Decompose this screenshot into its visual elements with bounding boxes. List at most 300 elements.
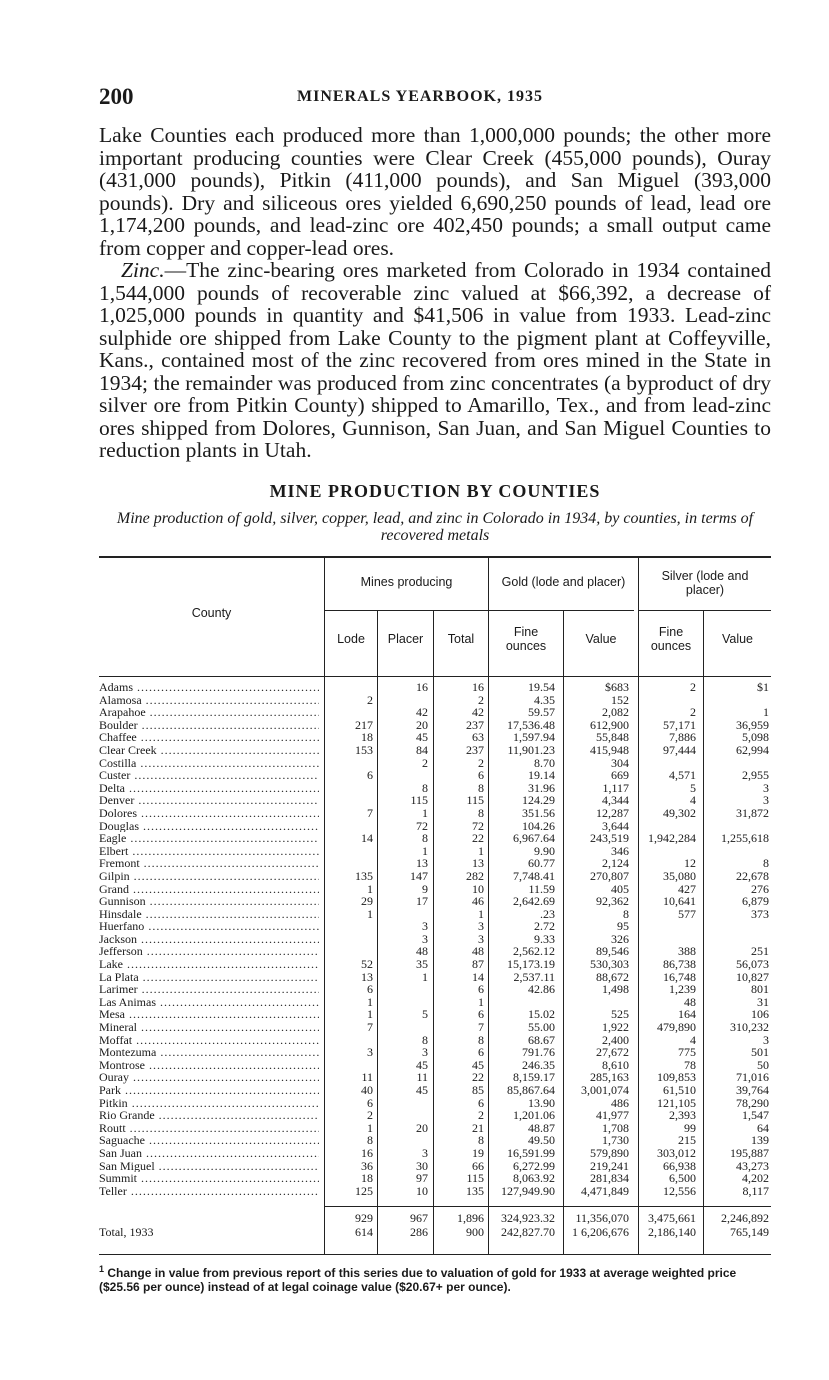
table-row (99, 1034, 771, 1047)
cell-placer: 1 (422, 843, 428, 858)
cell-lode: 929 (355, 1211, 373, 1225)
cell-placer: 1 (422, 805, 428, 820)
cell-silver-fine-ounces: 7,886 (669, 730, 696, 745)
cell-gold-value: 304 (611, 755, 629, 770)
cell-gold-fine-ounces: 19.54 (528, 680, 555, 694)
cell-lode: 16 (361, 1145, 373, 1160)
cell-total: 1 (478, 843, 484, 858)
cell-silver-value: 6,879 (742, 894, 769, 909)
cell-gold-value: 219,241 (590, 1158, 629, 1173)
cell-silver-value: 3 (763, 793, 769, 808)
cell-gold-value: 152 (611, 692, 629, 707)
cell-silver-fine-ounces: 35,080 (663, 868, 696, 883)
cell-silver-value: 31,872 (736, 805, 769, 820)
table-row (99, 1122, 771, 1135)
cell-gold-fine-ounces: 127,949.90 (501, 1183, 555, 1198)
cell-gold-value: 415,948 (590, 742, 629, 757)
cell-silver-fine-ounces: 4 (690, 793, 696, 808)
cell-silver-fine-ounces: 3,475,661 (648, 1211, 696, 1225)
cell-silver-value: 22,678 (736, 868, 769, 883)
table-bottom-rule (99, 1254, 771, 1255)
cell-silver-fine-ounces: 61,510 (663, 1083, 696, 1097)
cell-total: 45 (472, 1057, 484, 1072)
cell-placer: 72 (416, 818, 428, 833)
cell-total: 1 (478, 906, 484, 921)
footnote (99, 1262, 771, 1294)
table-row (99, 681, 771, 694)
cell-silver-value: 310,232 (730, 1020, 769, 1035)
cell-placer: 11 (416, 1070, 428, 1085)
cell-county-name: Douglas ..... (99, 820, 319, 833)
cell-total: 42 (472, 705, 484, 720)
cell-county-name: Moffat ..... (99, 1034, 319, 1047)
cell-lode: 11 (361, 1070, 373, 1085)
cell-total: 66 (472, 1158, 484, 1173)
cell-total: 6 (478, 768, 484, 783)
cell-county-name: Teller ..... (99, 1185, 319, 1198)
page-header (99, 84, 771, 112)
cell-county-name: Park ..... (99, 1084, 319, 1097)
cell-gold-value: 1,708 (602, 1120, 629, 1135)
cell-gold-value: 89,546 (596, 944, 629, 959)
footnote-text: Change in value from previous report of this series due to valuation of gold for 1933 at average weighted price ($25.56 per ounce) instead of at legal coinage value ($20.67+ per ounce). (99, 1266, 737, 1294)
cell-gold-value: 55,848 (596, 730, 629, 745)
cell-lode: 135 (355, 868, 373, 883)
cell-silver-value: 2,955 (742, 768, 769, 783)
cell-gold-value: 326 (611, 931, 629, 946)
header-silver-value: Value (721, 632, 754, 646)
cell-lode: 14 (361, 831, 373, 846)
table-caption: Mine production of gold, silver, copper, lead, and zinc in Colorado in 1934, by counties, in terms of recovered metals (116, 510, 754, 544)
cell-lode: 1 (367, 906, 373, 921)
table-row (99, 694, 771, 707)
cell-gold-fine-ounces: 68.67 (528, 1032, 555, 1047)
table-row (99, 1185, 771, 1198)
cell-total: 8 (478, 1032, 484, 1047)
cell-total: 3 (478, 919, 484, 934)
cell-placer: 8 (422, 831, 428, 846)
cell-silver-fine-ounces: 78 (684, 1057, 696, 1072)
cell-placer: 97 (416, 1171, 428, 1186)
cell-gold-fine-ounces: 1,597.94 (513, 730, 555, 745)
cell-silver-value: 195,887 (730, 1145, 769, 1160)
cell-county-name: Gunnison ..... (99, 895, 319, 908)
cell-silver-value: 801 (751, 982, 769, 997)
cell-total: 8 (478, 1133, 484, 1148)
cell-total: 6 (478, 1007, 484, 1022)
cell-total: 237 (466, 717, 484, 732)
cell-lode: 153 (355, 742, 373, 757)
cell-silver-value: 36,959 (736, 717, 769, 732)
cell-total: 22 (472, 1070, 484, 1085)
header-lode: Lode (337, 632, 365, 646)
cell-silver-fine-ounces: 215 (678, 1133, 696, 1148)
cell-placer: 5 (422, 1007, 428, 1022)
cell-lode: 1 (367, 881, 373, 896)
cell-placer: 1 (422, 969, 428, 984)
table-row (99, 807, 771, 820)
cell-silver-fine-ounces: 4,571 (669, 768, 696, 783)
cell-county-name: Denver ..... (99, 794, 319, 807)
cell-gold-value: 3,644 (602, 818, 629, 833)
cell-gold-fine-ounces: 4.35 (534, 692, 555, 707)
cell-lode: 614 (355, 1224, 373, 1239)
cell-county-name: Rio Grande ..... (99, 1109, 319, 1122)
cell-gold-value: 95 (617, 919, 629, 934)
cell-lode: 7 (367, 1020, 373, 1035)
cell-silver-fine-ounces: 66,938 (663, 1158, 696, 1173)
cell-gold-fine-ounces: 19.14 (528, 768, 555, 783)
cell-gold-value: 669 (611, 768, 629, 783)
cell-county-name: Routt ..... (99, 1122, 319, 1135)
table-totals (99, 1212, 771, 1239)
table-row (99, 1109, 771, 1122)
cell-gold-fine-ounces: 104.26 (522, 818, 555, 833)
cell-total: 14 (472, 969, 484, 984)
cell-silver-fine-ounces: 2,186,140 (648, 1224, 696, 1239)
cell-silver-fine-ounces: 5 (690, 780, 696, 795)
cell-gold-value: 2,400 (602, 1032, 629, 1047)
cell-county-name: Arapahoe ..... (99, 706, 319, 719)
section-heading: MINE PRODUCTION BY COUNTIES (269, 481, 601, 501)
zinc-lead-word: Zinc. (121, 258, 165, 282)
cell-placer: 16 (416, 680, 428, 694)
header-sub-rule-silver (638, 610, 771, 611)
cell-county-name: Gilpin ..... (99, 870, 319, 883)
header-placer: Placer (387, 632, 424, 646)
cell-county-name: Clear Creek ..... (99, 744, 319, 757)
cell-gold-fine-ounces: 6,967.64 (513, 831, 555, 846)
cell-county-name: Montezuma ..... (99, 1046, 319, 1059)
table-row (99, 782, 771, 795)
cell-gold-fine-ounces: 15,173.19 (507, 957, 555, 972)
cell-placer: 17 (416, 894, 428, 909)
cell-lode: 1 (367, 1120, 373, 1135)
cell-silver-value: 64 (757, 1120, 769, 1135)
paragraph-lead-production: Lake Counties each produced more than 1,000,000 pounds; the other more important producing counties were Clear Creek (455,000 pounds), Ouray (431,000 pounds), Pitkin (411,000 pounds), and San Miguel (393,000 pounds). Dry and siliceous ores yielded 6,690,250 pounds of lead, lead ore 1,174,200 pounds, and lead-zinc ore 402,450 pounds; a small output came from copper and copper-lead ores. (99, 123, 771, 260)
cell-total: 115 (466, 793, 484, 808)
table-row (99, 870, 771, 883)
cell-silver-fine-ounces: 1,239 (669, 982, 696, 997)
cell-silver-value: 50 (757, 1057, 769, 1072)
cell-gold-fine-ounces: 8.70 (534, 755, 555, 770)
cell-gold-fine-ounces: .23 (540, 906, 555, 921)
cell-gold-fine-ounces: 31.96 (528, 780, 555, 795)
table-row (99, 832, 771, 845)
totals-row (99, 1212, 771, 1226)
cell-county-name: Dolores ..... (99, 807, 319, 820)
cell-silver-fine-ounces: 48 (684, 994, 696, 1009)
cell-county-name: Hinsdale ..... (99, 908, 319, 921)
cell-total: 19 (472, 1145, 484, 1160)
cell-county-name: Montrose ..... (99, 1059, 319, 1072)
running-title: MINERALS YEARBOOK, 1935 (297, 88, 543, 105)
cell-silver-value: 10,827 (736, 969, 769, 984)
cell-gold-fine-ounces: 55.00 (528, 1020, 555, 1035)
cell-total: 2 (478, 692, 484, 707)
cell-silver-fine-ounces: 303,012 (657, 1145, 696, 1160)
cell-silver-value: 501 (751, 1045, 769, 1060)
cell-gold-fine-ounces: 49.50 (528, 1133, 555, 1148)
production-table (99, 556, 771, 1270)
cell-gold-fine-ounces: 9.90 (534, 843, 555, 858)
cell-placer: 48 (416, 944, 428, 959)
page-number: 200 (99, 84, 134, 109)
cell-gold-value: 346 (611, 843, 629, 858)
cell-gold-fine-ounces: 11,901.23 (507, 742, 555, 757)
cell-gold-fine-ounces: 13.90 (528, 1095, 555, 1110)
cell-county-name: Elbert ..... (99, 845, 319, 858)
table-row (99, 958, 771, 971)
cell-total: 1 (478, 994, 484, 1009)
cell-placer: 84 (416, 742, 428, 757)
table-row (99, 744, 771, 757)
cell-lode: 217 (355, 717, 373, 732)
cell-lode: 6 (367, 768, 373, 783)
cell-county-name: San Miguel ..... (99, 1160, 319, 1173)
cell-silver-value: 39,764 (736, 1083, 769, 1097)
cell-county-name: Mineral ..... (99, 1021, 319, 1034)
cell-placer: 13 (416, 856, 428, 871)
table-row (99, 908, 771, 921)
cell-gold-value: 405 (611, 881, 629, 896)
header-bottom-rule (99, 676, 771, 677)
cell-lode: 52 (361, 957, 373, 972)
zinc-paragraph-body: —The zinc-bearing ores marketed from Colorado in 1934 contained 1,544,000 pounds of recoverable zinc valued at $66,392, a decrease of 1,025,000 pounds in quantity and $41,506 in value from 1933. Lead-zinc sulphide ore shipped from Lake County to the pigment plant at Coffeyville, Kans., contained most of the zinc recovered from ores mined in the State in 1934; the remainder was produced from zinc concentrates (a byproduct of dry silver ore from Pitkin County) shipped to Amarillo, Tex., and from lead-zinc ores shipped from Dolores, Gunnison, San Juan, and San Miguel Counties to reduction plants in Utah. (99, 258, 771, 462)
cell-gold-value: 486 (611, 1095, 629, 1110)
cell-total: 22 (472, 831, 484, 846)
cell-county-name: Pitkin ..... (99, 1097, 319, 1110)
cell-total: 2 (478, 1108, 484, 1123)
cell-total: 8 (478, 780, 484, 795)
cell-total: 2 (478, 755, 484, 770)
cell-lode: 6 (367, 1095, 373, 1110)
cell-county-name: Eagle ..... (99, 832, 319, 845)
cell-gold-fine-ounces: 11.59 (528, 881, 555, 896)
cell-gold-fine-ounces: 2.72 (534, 919, 555, 934)
cell-county-name: Boulder ..... (99, 719, 319, 732)
cell-gold-fine-ounces: 246.35 (522, 1057, 555, 1072)
header-silver-fine-ounces: Fine ounces (650, 625, 692, 653)
cell-total: 10 (472, 881, 484, 896)
cell-total: 900 (466, 1224, 484, 1239)
cell-gold-value: 4,471,849 (581, 1183, 629, 1198)
cell-placer: 35 (416, 957, 428, 972)
table-row (99, 1046, 771, 1059)
cell-total: 1,896 (457, 1211, 484, 1225)
cell-lode: 2 (367, 692, 373, 707)
cell-gold-fine-ounces: 8,159.17 (513, 1070, 555, 1085)
footnote-marker: 1 (99, 1264, 105, 1274)
cell-gold-value: 27,672 (596, 1045, 629, 1060)
cell-total: 7 (478, 1020, 484, 1035)
cell-silver-fine-ounces: 164 (678, 1007, 696, 1022)
cell-placer: 45 (416, 1083, 428, 1097)
cell-silver-value: 43,273 (736, 1158, 769, 1173)
cell-total: 8 (478, 805, 484, 820)
cell-placer: 10 (416, 1183, 428, 1198)
cell-total: 46 (472, 894, 484, 909)
cell-placer: 45 (416, 730, 428, 745)
cell-gold-fine-ounces: 6,272.99 (513, 1158, 555, 1173)
cell-county-name: Chaffee ..... (99, 731, 319, 744)
cell-silver-value: 4,202 (742, 1171, 769, 1186)
cell-county-name: Ouray ..... (99, 1071, 319, 1084)
table-top-rule (99, 556, 771, 558)
table-row (99, 845, 771, 858)
cell-silver-fine-ounces: 775 (678, 1045, 696, 1060)
cell-silver-fine-ounces: 1,942,284 (648, 831, 696, 846)
cell-county-name: Las Animas ..... (99, 996, 319, 1009)
cell-silver-value: 31 (757, 994, 769, 1009)
cell-gold-value: 92,362 (596, 894, 629, 909)
cell-gold-value: 4,344 (602, 793, 629, 808)
cell-silver-fine-ounces: 388 (678, 944, 696, 959)
cell-gold-fine-ounces: 17,536.48 (507, 717, 555, 732)
cell-total: 6 (478, 982, 484, 997)
header-county: County (191, 606, 232, 620)
paragraph-zinc (99, 259, 771, 462)
cell-gold-fine-ounces: 2,642.69 (513, 894, 555, 909)
cell-silver-fine-ounces: 427 (678, 881, 696, 896)
cell-lode: 29 (361, 894, 373, 909)
cell-total: 135 (466, 1183, 484, 1198)
cell-gold-value: 243,519 (590, 831, 629, 846)
cell-silver-value: 8,117 (742, 1183, 769, 1198)
cell-gold-value: 270,807 (590, 868, 629, 883)
cell-lode: 13 (361, 969, 373, 984)
table-row (99, 706, 771, 719)
header-gold-fine-ounces: Fine ounces (505, 625, 547, 653)
table-row (99, 1021, 771, 1034)
table-row (99, 933, 771, 946)
cell-gold-value: 88,672 (596, 969, 629, 984)
cell-lode: 125 (355, 1183, 373, 1198)
cell-gold-fine-ounces: 2,562.12 (513, 944, 555, 959)
cell-county-name: Costilla ..... (99, 757, 319, 770)
cell-total: 48 (472, 944, 484, 959)
cell-county-name: Custer ..... (99, 769, 319, 782)
cell-total: 21 (472, 1120, 484, 1135)
cell-silver-value: 106 (751, 1007, 769, 1022)
cell-placer: 30 (416, 1158, 428, 1173)
cell-silver-value: 1 (763, 705, 769, 720)
cell-gold-fine-ounces: 1,201.06 (513, 1108, 555, 1123)
cell-silver-value: $1 (757, 680, 769, 694)
cell-silver-fine-ounces: 577 (678, 906, 696, 921)
cell-gold-value: 281,834 (590, 1171, 629, 1186)
cell-county-name: La Plata ..... (99, 971, 319, 984)
cell-total: 3 (478, 931, 484, 946)
cell-placer: 3 (422, 919, 428, 934)
cell-placer: 8 (422, 780, 428, 795)
table-row (99, 983, 771, 996)
cell-lode: 1 (367, 994, 373, 1009)
cell-gold-fine-ounces: 124.29 (522, 793, 555, 808)
cell-placer: 8 (422, 1032, 428, 1047)
cell-silver-value: 71,016 (736, 1070, 769, 1085)
cell-lode: 3 (367, 1045, 373, 1060)
cell-silver-value: 8 (763, 856, 769, 871)
cell-gold-fine-ounces: 351.56 (522, 805, 555, 820)
totals-row (99, 1226, 771, 1240)
cell-gold-value: 1,922 (602, 1020, 629, 1035)
cell-gold-value: 1,730 (602, 1133, 629, 1148)
cell-lode: 18 (361, 730, 373, 745)
cell-gold-fine-ounces: 60.77 (528, 856, 555, 871)
cell-gold-fine-ounces: 15.02 (528, 1007, 555, 1022)
cell-gold-fine-ounces: 85,867.64 (507, 1083, 555, 1097)
cell-lode: 8 (367, 1133, 373, 1148)
header-total: Total (447, 632, 475, 646)
cell-placer: 2 (422, 755, 428, 770)
cell-silver-value: 139 (751, 1133, 769, 1148)
cell-county-name: Total, 1933 (99, 1225, 154, 1239)
cell-placer: 45 (416, 1057, 428, 1072)
cell-silver-value: 2,246,892 (721, 1211, 769, 1225)
header-sub-rule-mines-gold (324, 610, 634, 611)
cell-gold-fine-ounces: 16,591.99 (507, 1145, 555, 1160)
cell-lode: 18 (361, 1171, 373, 1186)
cell-gold-value: 579,890 (590, 1145, 629, 1160)
cell-placer: 147 (410, 868, 428, 883)
cell-silver-fine-ounces: 2,393 (669, 1108, 696, 1123)
cell-gold-value: 612,900 (590, 717, 629, 732)
cell-gold-value: 2,082 (602, 705, 629, 720)
cell-gold-fine-ounces: 42.86 (528, 982, 555, 997)
cell-silver-value: 62,994 (736, 742, 769, 757)
cell-lode: 6 (367, 982, 373, 997)
cell-gold-fine-ounces: 324,923.32 (501, 1211, 555, 1225)
cell-gold-fine-ounces: 7,748.41 (513, 868, 555, 883)
cell-county-name: Adams ..... (99, 681, 319, 694)
cell-silver-fine-ounces: 12,556 (663, 1183, 696, 1198)
cell-gold-fine-ounces: 48.87 (528, 1120, 555, 1135)
cell-gold-value: 3,001,074 (581, 1083, 629, 1097)
cell-gold-value: 11,356,070 (575, 1211, 629, 1225)
cell-gold-value: 41,977 (596, 1108, 629, 1123)
cell-silver-value: 1,547 (742, 1108, 769, 1123)
cell-placer: 286 (410, 1224, 428, 1239)
cell-county-name: Alamosa ..... (99, 694, 319, 707)
cell-county-name: Delta ..... (99, 782, 319, 795)
cell-total: 85 (472, 1083, 484, 1097)
cell-lode: 36 (361, 1158, 373, 1173)
cell-total: 72 (472, 818, 484, 833)
cell-gold-value: 1 6,206,676 (572, 1224, 629, 1239)
table-row (99, 996, 771, 1009)
cell-silver-fine-ounces: 12 (684, 856, 696, 871)
cell-county-name: Summit ..... (99, 1172, 319, 1185)
cell-county-name: Jefferson ..... (99, 945, 319, 958)
cell-lode: 1 (367, 1007, 373, 1022)
cell-total: 282 (466, 868, 484, 883)
cell-silver-value: 78,290 (736, 1095, 769, 1110)
cell-gold-fine-ounces: 59.57 (528, 705, 555, 720)
cell-county-name: Larimer ..... (99, 983, 319, 996)
cell-gold-value: 12,287 (596, 805, 629, 820)
cell-lode: 40 (361, 1083, 373, 1097)
cell-silver-fine-ounces: 4 (690, 1032, 696, 1047)
cell-silver-fine-ounces: 479,890 (657, 1020, 696, 1035)
cell-placer: 20 (416, 717, 428, 732)
cell-county-name: Lake ..... (99, 958, 319, 971)
cell-gold-value: 2,124 (602, 856, 629, 871)
cell-gold-fine-ounces: 2,537.11 (513, 969, 555, 984)
cell-placer: 20 (416, 1120, 428, 1135)
table-row (99, 920, 771, 933)
cell-silver-fine-ounces: 2 (690, 680, 696, 694)
